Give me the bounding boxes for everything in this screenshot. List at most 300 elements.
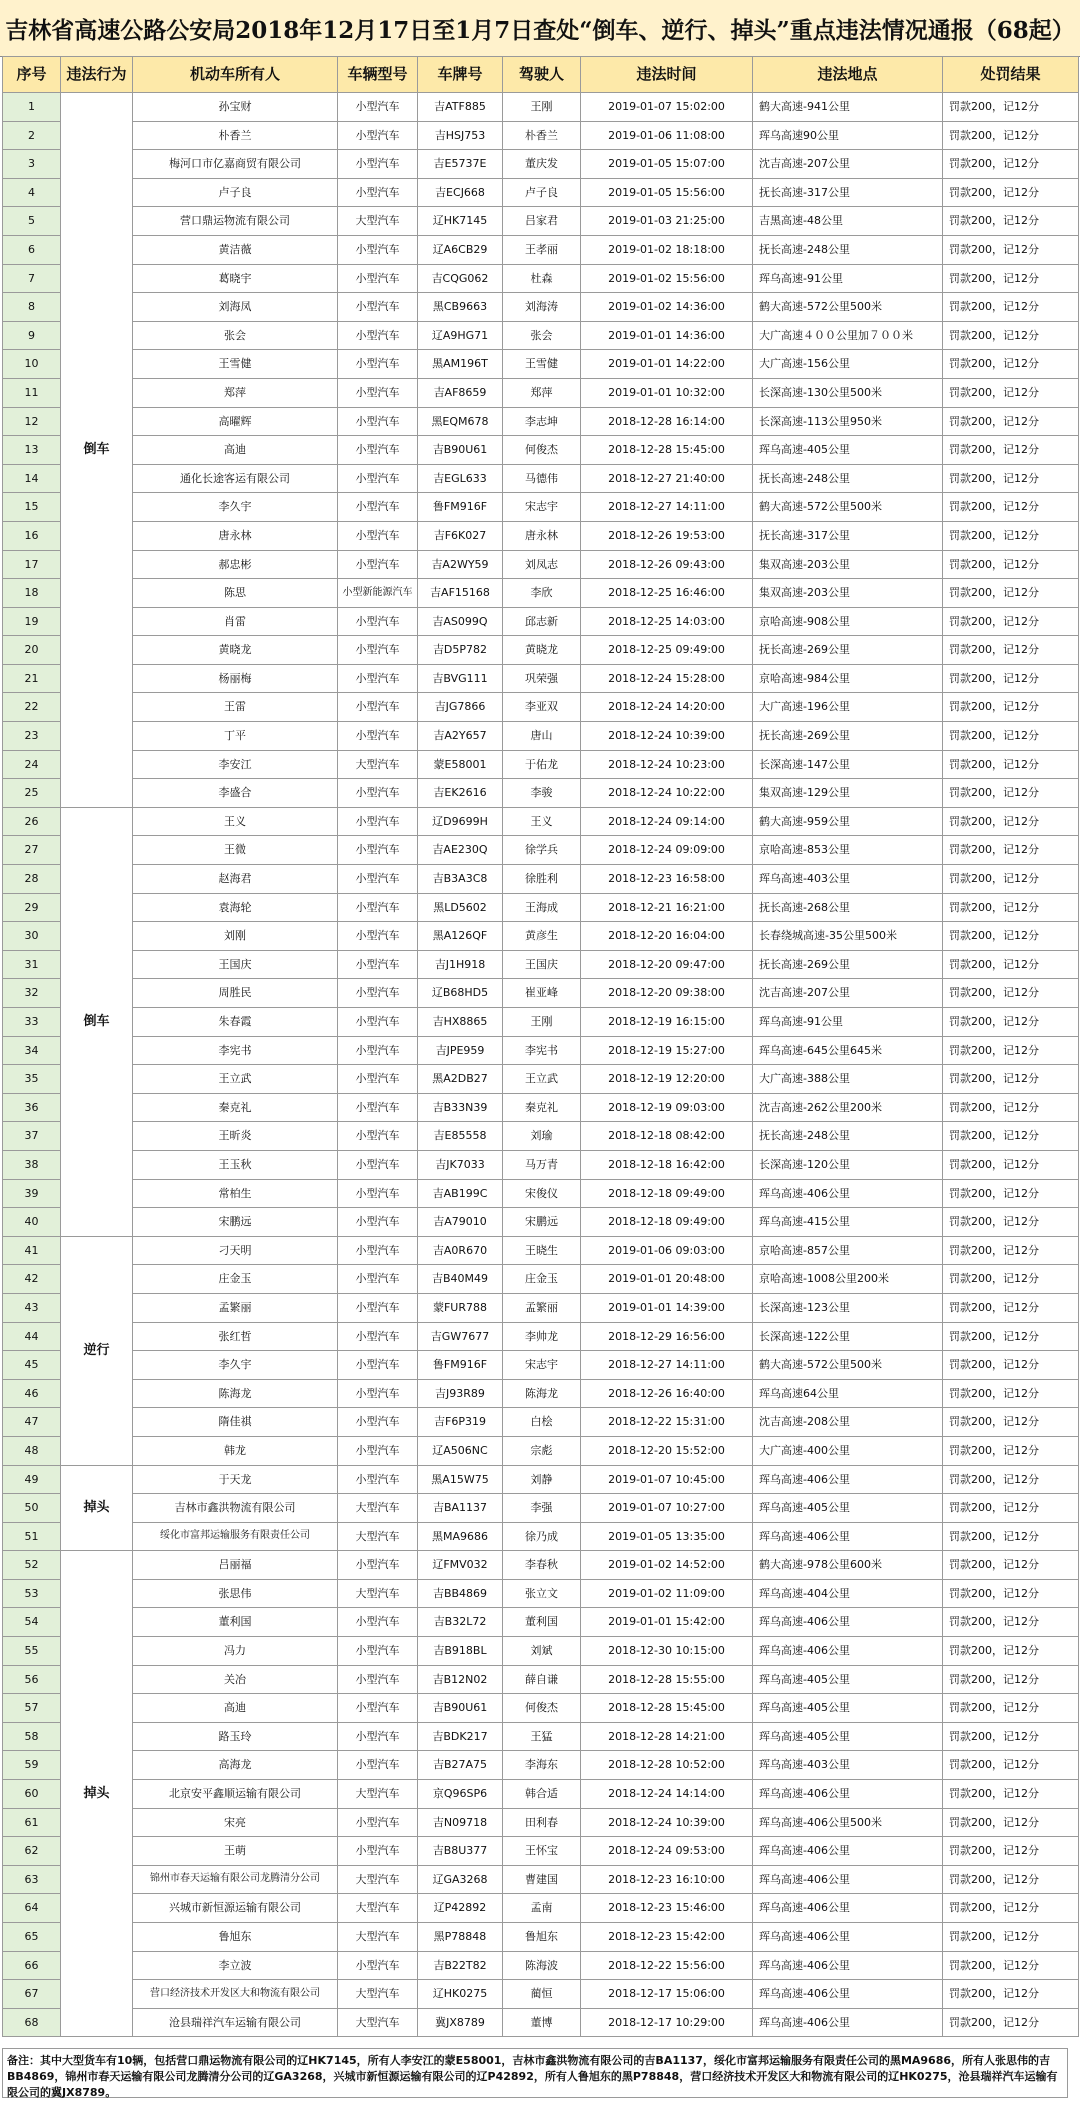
table-row — [3, 922, 1079, 951]
row-result: 罚款200，记12分 — [943, 750, 1079, 779]
row-owner: 王萌 — [133, 1837, 338, 1866]
row-result: 罚款200，记12分 — [943, 979, 1079, 1008]
row-vehicle-type: 小型汽车 — [338, 1065, 418, 1094]
row-plate: 吉F6P319 — [418, 1408, 503, 1437]
row-no: 24 — [3, 750, 61, 779]
row-owner: 张思伟 — [133, 1579, 338, 1608]
row-vehicle-type: 小型汽车 — [338, 836, 418, 865]
row-place: 沈吉高速-262公里200米 — [753, 1093, 943, 1122]
row-vehicle-type: 小型汽车 — [338, 636, 418, 665]
row-driver: 王刚 — [503, 93, 581, 122]
row-owner: 常柏生 — [133, 1179, 338, 1208]
row-driver: 徐胜利 — [503, 865, 581, 894]
row-result: 罚款200，记12分 — [943, 664, 1079, 693]
row-time: 2018-12-28 16:14:00 — [581, 407, 753, 436]
table-row — [3, 1551, 1079, 1580]
row-no: 3 — [3, 150, 61, 179]
row-plate: 吉BA1137 — [418, 1494, 503, 1523]
table-row — [3, 93, 1079, 122]
row-driver: 白桧 — [503, 1408, 581, 1437]
row-vehicle-type: 小型汽车 — [338, 1465, 418, 1494]
row-time: 2019-01-02 15:56:00 — [581, 264, 753, 293]
row-vehicle-type: 小型汽车 — [338, 979, 418, 1008]
row-time: 2018-12-24 10:23:00 — [581, 750, 753, 779]
row-place: 抚长高速-317公里 — [753, 178, 943, 207]
row-time: 2018-12-18 08:42:00 — [581, 1122, 753, 1151]
row-vehicle-type: 大型汽车 — [338, 1579, 418, 1608]
table-row — [3, 1837, 1079, 1866]
row-no: 60 — [3, 1780, 61, 1809]
row-vehicle-type: 大型汽车 — [338, 1980, 418, 2009]
row-time: 2019-01-07 10:45:00 — [581, 1465, 753, 1494]
table-row — [3, 207, 1079, 236]
row-plate: 吉JK7033 — [418, 1150, 503, 1179]
row-vehicle-type: 小型汽车 — [338, 1665, 418, 1694]
row-place: 珲乌高速-403公里 — [753, 865, 943, 894]
row-owner: 营口经济技术开发区大和物流有限公司 — [133, 1980, 338, 2009]
row-driver: 李强 — [503, 1494, 581, 1523]
row-place: 京哈高速-1008公里200米 — [753, 1265, 943, 1294]
table-row — [3, 121, 1079, 150]
row-plate: 吉AS099Q — [418, 607, 503, 636]
row-vehicle-type: 小型汽车 — [338, 550, 418, 579]
table-row — [3, 350, 1079, 379]
row-vehicle-type: 小型汽车 — [338, 1837, 418, 1866]
row-owner: 高海龙 — [133, 1751, 338, 1780]
row-no: 59 — [3, 1751, 61, 1780]
row-no: 67 — [3, 1980, 61, 2009]
row-no: 4 — [3, 178, 61, 207]
row-owner: 兴城市新恒源运输有限公司 — [133, 1894, 338, 1923]
table-row — [3, 178, 1079, 207]
row-result: 罚款200，记12分 — [943, 1837, 1079, 1866]
row-driver: 董利国 — [503, 1608, 581, 1637]
row-no: 36 — [3, 1093, 61, 1122]
row-plate: 辽HK0275 — [418, 1980, 503, 2009]
row-plate: 黑A15W75 — [418, 1465, 503, 1494]
row-vehicle-type: 小型汽车 — [338, 1179, 418, 1208]
row-place: 京哈高速-857公里 — [753, 1236, 943, 1265]
row-owner: 通化长途客运有限公司 — [133, 464, 338, 493]
row-no: 28 — [3, 865, 61, 894]
row-driver: 李志坤 — [503, 407, 581, 436]
row-place: 珲乌高速-405公里 — [753, 1694, 943, 1723]
row-no: 64 — [3, 1894, 61, 1923]
row-place: 集双高速-203公里 — [753, 579, 943, 608]
header-vehicle-type: 车辆型号 — [338, 57, 418, 93]
row-driver: 王海成 — [503, 893, 581, 922]
row-vehicle-type: 小型汽车 — [338, 1293, 418, 1322]
row-no: 25 — [3, 779, 61, 808]
row-driver: 陈海波 — [503, 1951, 581, 1980]
row-plate: 辽FMV032 — [418, 1551, 503, 1580]
row-plate: 鲁FM916F — [418, 1351, 503, 1380]
row-place: 长深高速-130公里500米 — [753, 378, 943, 407]
header-owner: 机动车所有人 — [133, 57, 338, 93]
row-vehicle-type: 小型汽车 — [338, 93, 418, 122]
row-no: 33 — [3, 1008, 61, 1037]
row-owner: 绥化市富邦运输服务有限责任公司 — [133, 1522, 338, 1551]
row-time: 2018-12-24 09:09:00 — [581, 836, 753, 865]
row-time: 2018-12-28 15:55:00 — [581, 1665, 753, 1694]
table-row — [3, 1265, 1079, 1294]
row-result: 罚款200，记12分 — [943, 1522, 1079, 1551]
row-no: 66 — [3, 1951, 61, 1980]
row-plate: 辽A9HG71 — [418, 321, 503, 350]
row-plate: 吉EGL633 — [418, 464, 503, 493]
row-plate: 吉A2WY59 — [418, 550, 503, 579]
row-owner: 葛晓宇 — [133, 264, 338, 293]
row-result: 罚款200，记12分 — [943, 893, 1079, 922]
row-place: 珲乌高速-406公里 — [753, 1465, 943, 1494]
row-driver: 唐永林 — [503, 521, 581, 550]
row-result: 罚款200，记12分 — [943, 1579, 1079, 1608]
row-owner: 李盛合 — [133, 779, 338, 808]
table-row — [3, 1894, 1079, 1923]
table-row — [3, 1179, 1079, 1208]
row-no: 16 — [3, 521, 61, 550]
row-owner: 于天龙 — [133, 1465, 338, 1494]
row-no: 22 — [3, 693, 61, 722]
row-driver: 蔺恒 — [503, 1980, 581, 2009]
row-plate: 吉F6K027 — [418, 521, 503, 550]
row-owner: 王立武 — [133, 1065, 338, 1094]
row-result: 罚款200，记12分 — [943, 1865, 1079, 1894]
row-place: 长深高速-123公里 — [753, 1293, 943, 1322]
row-no: 48 — [3, 1436, 61, 1465]
row-time: 2019-01-02 14:36:00 — [581, 293, 753, 322]
row-result: 罚款200，记12分 — [943, 493, 1079, 522]
row-plate: 辽A6CB29 — [418, 235, 503, 264]
row-time: 2018-12-26 16:40:00 — [581, 1379, 753, 1408]
row-no: 50 — [3, 1494, 61, 1523]
row-driver: 王孝丽 — [503, 235, 581, 264]
row-plate: 辽HK7145 — [418, 207, 503, 236]
row-vehicle-type: 小型汽车 — [338, 293, 418, 322]
row-place: 珲乌高速-406公里 — [753, 1637, 943, 1666]
row-place: 珲乌高速-406公里 — [753, 1179, 943, 1208]
row-place: 珲乌高速-405公里 — [753, 1494, 943, 1523]
row-plate: 吉B12N02 — [418, 1665, 503, 1694]
row-place: 大广高速-400公里 — [753, 1436, 943, 1465]
row-plate: 辽P42892 — [418, 1894, 503, 1923]
table-row — [3, 1694, 1079, 1723]
row-result: 罚款200，记12分 — [943, 436, 1079, 465]
row-vehicle-type: 小型汽车 — [338, 150, 418, 179]
table-row — [3, 1351, 1079, 1380]
row-place: 长深高速-120公里 — [753, 1150, 943, 1179]
row-result: 罚款200，记12分 — [943, 1923, 1079, 1952]
row-vehicle-type: 小型汽车 — [338, 1637, 418, 1666]
row-plate: 吉B40M49 — [418, 1265, 503, 1294]
row-no: 46 — [3, 1379, 61, 1408]
row-time: 2018-12-28 10:52:00 — [581, 1751, 753, 1780]
table-row — [3, 1322, 1079, 1351]
row-no: 39 — [3, 1179, 61, 1208]
row-no: 12 — [3, 407, 61, 436]
table-row — [3, 1408, 1079, 1437]
row-plate: 吉JPE959 — [418, 1036, 503, 1065]
row-no: 54 — [3, 1608, 61, 1637]
row-no: 7 — [3, 264, 61, 293]
row-no: 68 — [3, 2008, 61, 2037]
row-driver: 宋志宇 — [503, 493, 581, 522]
row-plate: 吉B8U377 — [418, 1837, 503, 1866]
table-row — [3, 779, 1079, 808]
row-result: 罚款200，记12分 — [943, 2008, 1079, 2037]
row-no: 44 — [3, 1322, 61, 1351]
row-place: 抚长高速-269公里 — [753, 950, 943, 979]
row-vehicle-type: 小型汽车 — [338, 1694, 418, 1723]
row-place: 鹤大高速-572公里500米 — [753, 493, 943, 522]
table-row — [3, 1208, 1079, 1237]
row-place: 珲乌高速90公里 — [753, 121, 943, 150]
row-plate: 吉HSJ753 — [418, 121, 503, 150]
table-row — [3, 750, 1079, 779]
header-plate: 车牌号 — [418, 57, 503, 93]
row-vehicle-type: 小型汽车 — [338, 378, 418, 407]
row-plate: 吉A2Y657 — [418, 722, 503, 751]
row-vehicle-type: 小型汽车 — [338, 807, 418, 836]
row-no: 40 — [3, 1208, 61, 1237]
row-owner: 秦克礼 — [133, 1093, 338, 1122]
row-result: 罚款200，记12分 — [943, 121, 1079, 150]
row-time: 2018-12-17 15:06:00 — [581, 1980, 753, 2009]
row-owner: 吕丽福 — [133, 1551, 338, 1580]
row-owner: 王雷 — [133, 693, 338, 722]
table-row — [3, 1036, 1079, 1065]
row-owner: 肖雷 — [133, 607, 338, 636]
row-plate: 吉B27A75 — [418, 1751, 503, 1780]
row-vehicle-type: 小型汽车 — [338, 779, 418, 808]
row-driver: 庄金玉 — [503, 1265, 581, 1294]
row-driver: 唐山 — [503, 722, 581, 751]
table-row — [3, 1751, 1079, 1780]
row-driver: 李海东 — [503, 1751, 581, 1780]
header-time: 违法时间 — [581, 57, 753, 93]
row-owner: 朱春霞 — [133, 1008, 338, 1037]
row-time: 2018-12-24 14:14:00 — [581, 1780, 753, 1809]
row-no: 52 — [3, 1551, 61, 1580]
row-driver: 王猛 — [503, 1722, 581, 1751]
table-row — [3, 1065, 1079, 1094]
row-vehicle-type: 小型汽车 — [338, 922, 418, 951]
row-time: 2018-12-23 16:58:00 — [581, 865, 753, 894]
table-row — [3, 950, 1079, 979]
row-time: 2018-12-26 19:53:00 — [581, 521, 753, 550]
row-no: 18 — [3, 579, 61, 608]
row-place: 鹤大高速-572公里500米 — [753, 1351, 943, 1380]
row-owner: 董利国 — [133, 1608, 338, 1637]
row-driver: 李亚双 — [503, 693, 581, 722]
row-result: 罚款200，记12分 — [943, 350, 1079, 379]
row-no: 5 — [3, 207, 61, 236]
row-no: 8 — [3, 293, 61, 322]
row-place: 长深高速-122公里 — [753, 1322, 943, 1351]
row-owner: 高迪 — [133, 436, 338, 465]
row-result: 罚款200，记12分 — [943, 1722, 1079, 1751]
row-time: 2019-01-01 10:32:00 — [581, 378, 753, 407]
table-row — [3, 1980, 1079, 2009]
row-vehicle-type: 大型汽车 — [338, 2008, 418, 2037]
row-place: 珲乌高速-406公里 — [753, 1608, 943, 1637]
row-result: 罚款200，记12分 — [943, 779, 1079, 808]
table-row — [3, 979, 1079, 1008]
row-plate: 吉GW7677 — [418, 1322, 503, 1351]
row-no: 43 — [3, 1293, 61, 1322]
row-place: 大广高速-196公里 — [753, 693, 943, 722]
row-plate: 吉B32L72 — [418, 1608, 503, 1637]
row-no: 6 — [3, 235, 61, 264]
row-place: 珲乌高速-405公里 — [753, 1722, 943, 1751]
row-result: 罚款200，记12分 — [943, 1065, 1079, 1094]
row-owner: 王昕炎 — [133, 1122, 338, 1151]
row-no: 53 — [3, 1579, 61, 1608]
row-driver: 李春秋 — [503, 1551, 581, 1580]
row-result: 罚款200，记12分 — [943, 607, 1079, 636]
violation-category: 逆行 — [61, 1236, 133, 1465]
row-owner: 卢子良 — [133, 178, 338, 207]
row-no: 17 — [3, 550, 61, 579]
table-row — [3, 464, 1079, 493]
row-driver: 黄晓龙 — [503, 636, 581, 665]
row-driver: 董庆发 — [503, 150, 581, 179]
table-row — [3, 579, 1079, 608]
row-result: 罚款200，记12分 — [943, 1351, 1079, 1380]
row-vehicle-type: 大型汽车 — [338, 1522, 418, 1551]
row-plate: 蒙E58001 — [418, 750, 503, 779]
row-time: 2018-12-20 16:04:00 — [581, 922, 753, 951]
row-no: 11 — [3, 378, 61, 407]
table-row — [3, 1465, 1079, 1494]
table-header-row — [3, 57, 1079, 93]
row-owner: 郝忠彬 — [133, 550, 338, 579]
row-owner: 李立波 — [133, 1951, 338, 1980]
row-place: 抚长高速-248公里 — [753, 1122, 943, 1151]
row-driver: 刘静 — [503, 1465, 581, 1494]
row-owner: 郑萍 — [133, 378, 338, 407]
row-result: 罚款200，记12分 — [943, 1694, 1079, 1723]
row-owner: 唐永林 — [133, 521, 338, 550]
row-time: 2019-01-05 13:35:00 — [581, 1522, 753, 1551]
row-vehicle-type: 小型汽车 — [338, 1751, 418, 1780]
row-driver: 鲁旭东 — [503, 1923, 581, 1952]
row-place: 珲乌高速-406公里500米 — [753, 1808, 943, 1837]
row-vehicle-type: 小型汽车 — [338, 1208, 418, 1237]
row-no: 57 — [3, 1694, 61, 1723]
table-row — [3, 807, 1079, 836]
row-driver: 曹建国 — [503, 1865, 581, 1894]
row-driver: 马德伟 — [503, 464, 581, 493]
row-owner: 宋鹏远 — [133, 1208, 338, 1237]
row-owner: 张会 — [133, 321, 338, 350]
row-time: 2018-12-17 10:29:00 — [581, 2008, 753, 2037]
row-result: 罚款200，记12分 — [943, 293, 1079, 322]
row-owner: 王国庆 — [133, 950, 338, 979]
row-result: 罚款200，记12分 — [943, 636, 1079, 665]
row-driver: 李骏 — [503, 779, 581, 808]
row-driver: 刘凤志 — [503, 550, 581, 579]
table-row — [3, 607, 1079, 636]
row-time: 2019-01-02 18:18:00 — [581, 235, 753, 264]
row-owner: 刘海凤 — [133, 293, 338, 322]
row-no: 34 — [3, 1036, 61, 1065]
row-place: 珲乌高速-415公里 — [753, 1208, 943, 1237]
row-owner: 宋亮 — [133, 1808, 338, 1837]
row-vehicle-type: 大型汽车 — [338, 750, 418, 779]
row-result: 罚款200，记12分 — [943, 579, 1079, 608]
row-time: 2019-01-06 11:08:00 — [581, 121, 753, 150]
row-time: 2019-01-03 21:25:00 — [581, 207, 753, 236]
row-vehicle-type: 小型汽车 — [338, 1122, 418, 1151]
row-time: 2018-12-24 14:20:00 — [581, 693, 753, 722]
row-no: 21 — [3, 664, 61, 693]
row-place: 长深高速-147公里 — [753, 750, 943, 779]
row-time: 2018-12-24 10:39:00 — [581, 1808, 753, 1837]
row-time: 2018-12-28 15:45:00 — [581, 1694, 753, 1723]
row-result: 罚款200，记12分 — [943, 1408, 1079, 1437]
row-no: 42 — [3, 1265, 61, 1294]
row-result: 罚款200，记12分 — [943, 1093, 1079, 1122]
row-no: 58 — [3, 1722, 61, 1751]
row-time: 2018-12-27 14:11:00 — [581, 1351, 753, 1380]
row-time: 2019-01-01 14:39:00 — [581, 1293, 753, 1322]
row-owner: 庄金玉 — [133, 1265, 338, 1294]
row-owner: 袁海轮 — [133, 893, 338, 922]
row-plate: 黑A126QF — [418, 922, 503, 951]
row-driver: 朴香兰 — [503, 121, 581, 150]
table-row — [3, 1008, 1079, 1037]
row-driver: 邱志新 — [503, 607, 581, 636]
row-vehicle-type: 小型汽车 — [338, 178, 418, 207]
row-vehicle-type: 小型汽车 — [338, 1379, 418, 1408]
row-vehicle-type: 大型汽车 — [338, 1780, 418, 1809]
row-driver: 于佑龙 — [503, 750, 581, 779]
row-plate: 吉J1H918 — [418, 950, 503, 979]
row-result: 罚款200，记12分 — [943, 1436, 1079, 1465]
row-result: 罚款200，记12分 — [943, 1208, 1079, 1237]
row-place: 长深高速-113公里950米 — [753, 407, 943, 436]
row-place: 珲乌高速-406公里 — [753, 1980, 943, 2009]
row-driver: 田利春 — [503, 1808, 581, 1837]
row-owner: 北京安平鑫顺运输有限公司 — [133, 1780, 338, 1809]
table-row — [3, 836, 1079, 865]
row-time: 2019-01-01 20:48:00 — [581, 1265, 753, 1294]
row-no: 30 — [3, 922, 61, 951]
row-no: 9 — [3, 321, 61, 350]
row-vehicle-type: 小型汽车 — [338, 1436, 418, 1465]
row-vehicle-type: 小型汽车 — [338, 1322, 418, 1351]
row-time: 2018-12-24 09:53:00 — [581, 1837, 753, 1866]
row-plate: 鲁FM916F — [418, 493, 503, 522]
row-driver: 黄彦生 — [503, 922, 581, 951]
row-time: 2019-01-05 15:56:00 — [581, 178, 753, 207]
table-row — [3, 722, 1079, 751]
row-place: 大广高速-388公里 — [753, 1065, 943, 1094]
table-row — [3, 321, 1079, 350]
row-result: 罚款200，记12分 — [943, 207, 1079, 236]
row-place: 抚长高速-269公里 — [753, 636, 943, 665]
row-no: 13 — [3, 436, 61, 465]
row-vehicle-type: 小型汽车 — [338, 1265, 418, 1294]
table-row — [3, 264, 1079, 293]
row-no: 38 — [3, 1150, 61, 1179]
row-place: 鹤大高速-572公里500米 — [753, 293, 943, 322]
row-plate: 吉E5737E — [418, 150, 503, 179]
row-time: 2019-01-07 10:27:00 — [581, 1494, 753, 1523]
row-no: 61 — [3, 1808, 61, 1837]
row-no: 14 — [3, 464, 61, 493]
